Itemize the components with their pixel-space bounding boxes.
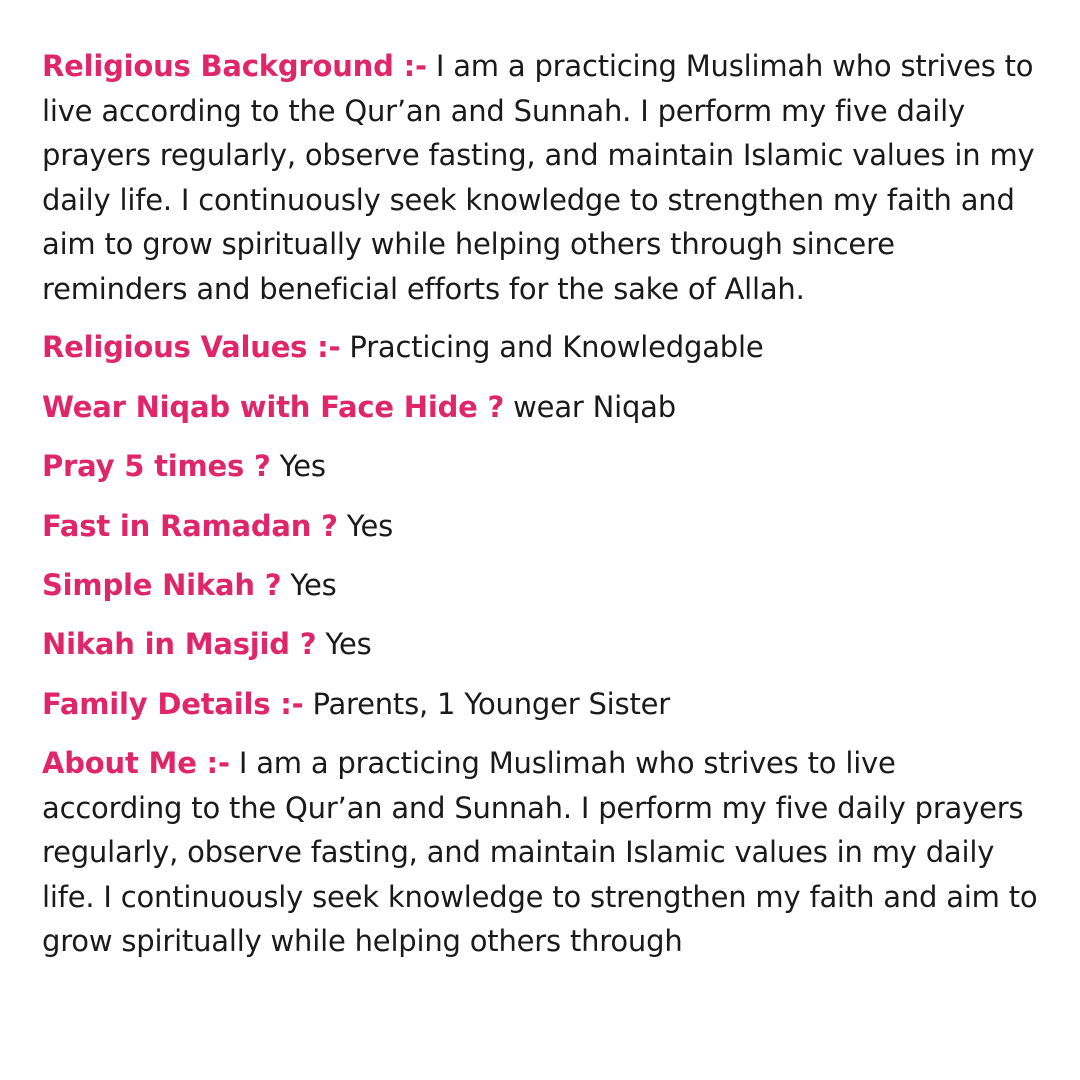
religious-values-value: Practicing and Knowledgable (349, 330, 764, 365)
pray-entry (42, 444, 1042, 489)
simple-nikah-entry (42, 563, 1042, 608)
fast-label: Fast in Ramadan ? (42, 508, 338, 543)
niqab-value: wear Niqab (513, 389, 676, 424)
religious-background-value: I am a practicing Muslimah who strives to live according to the Qur’an and Sunnah. I perform my five daily prayers regularly, observe fasting, and maintain Islamic values in my daily life. I continuously seek knowledge to strengthen my faith and aim to grow spiritually while helping others through sincere reminders and beneficial efforts for the sake of Allah. (42, 49, 1035, 306)
nikah-masjid-value: Yes (325, 627, 372, 662)
religious-values-label: Religious Values :- (42, 330, 341, 365)
niqab-entry (42, 385, 1042, 430)
about-me-entry (42, 741, 1042, 964)
niqab-label: Wear Niqab with Face Hide ? (42, 389, 505, 424)
pray-value: Yes (279, 449, 326, 484)
pray-label: Pray 5 times ? (42, 449, 271, 484)
simple-nikah-label: Simple Nikah ? (42, 567, 282, 602)
family-details-entry (42, 682, 1042, 727)
about-me-label: About Me :- (42, 746, 230, 781)
religious-background-entry (42, 44, 1042, 311)
family-details-value: Parents, 1 Younger Sister (312, 686, 670, 721)
family-details-label: Family Details :- (42, 686, 304, 721)
nikah-masjid-entry (42, 622, 1042, 667)
about-me-value: I am a practicing Muslimah who strives to live according to the Qur’an and Sunnah. I perform my five daily prayers regularly, observe fasting, and maintain Islamic values in my daily life. I continuously seek knowledge to strengthen my faith and aim to grow spiritually while helping others through (42, 746, 1038, 959)
religious-values-entry (42, 325, 1042, 370)
simple-nikah-value: Yes (290, 567, 337, 602)
religious-background-label: Religious Background :- (42, 49, 427, 83)
nikah-masjid-label: Nikah in Masjid ? (42, 627, 317, 662)
profile-details (42, 44, 1042, 978)
fast-value: Yes (346, 508, 394, 543)
fast-entry (42, 504, 1042, 549)
